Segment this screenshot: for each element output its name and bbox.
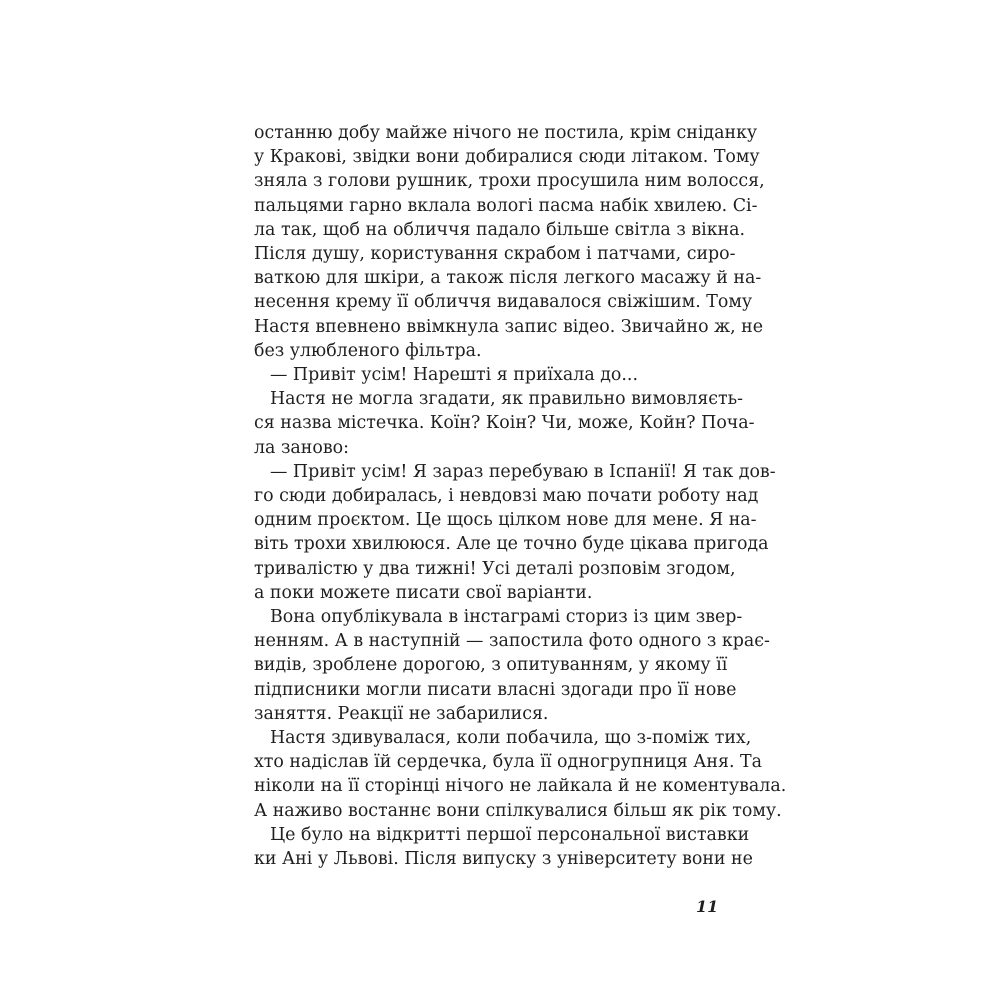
text-line: підписники могли писати власні здогади про її нове — [254, 679, 737, 700]
text-line: Настя впевнено ввімкнула запис відео. Звичайно ж, не — [254, 316, 764, 337]
text-line: а поки можете писати свої варіанти. — [254, 582, 593, 603]
text-line: несення крему її обличчя видавалося свіжішим. Тому — [254, 292, 753, 313]
text-line: ніколи на її сторінці нічого не лайкала й не коментувала. — [254, 776, 787, 797]
text-line: ки Ані у Львові. Після випуску з університету вони не — [254, 849, 753, 869]
text-line: ненням. А в наступній — запостила фото одного з крає- — [254, 631, 770, 652]
text-line: Після душу, користування скрабом і патчами, сиро- — [254, 244, 736, 264]
text-line: ваткою для шкіри, а також після легкого масажу й на- — [254, 268, 762, 289]
text-line: без улюбленого фільтра. — [254, 340, 482, 361]
text-line: го сюди добиралась, і невдовзі маю почати роботу над — [254, 486, 759, 506]
text-line: Це було на відкритті першої персональної виставки — [270, 824, 750, 845]
text-line: зняла з голови рушник, трохи просушила ним волосся, — [254, 171, 765, 192]
text-line: А наживо востаннє вони спілкувалися більш як рік тому. — [254, 800, 782, 821]
text-line: Настя не могла згадати, як правильно вимовляєть- — [270, 389, 744, 410]
text-line: у Кракові, звідки вони добиралися сюди літаком. Тому — [254, 147, 760, 168]
text-line: тривалістю у два тижні! Усі деталі розповім згодом, — [254, 558, 736, 579]
text-line: ла заново: — [254, 437, 349, 458]
text-line: Настя здивувалася, коли побачила, що з-поміж тих, — [270, 728, 752, 748]
text-line: хто надіслав їй сердечка, була її одногрупниця Аня. Та — [254, 752, 762, 773]
text-line: одним проєктом. Це щось цілком нове для мене. Я на- — [254, 510, 757, 531]
text-line: заняття. Реакції не забарилися. — [254, 703, 549, 724]
text-line: Вона опублікувала в інстаграмі сториз із цим звер- — [270, 607, 743, 627]
page-number: 11 — [696, 897, 719, 916]
text-line: пальцями гарно вклала вологі пасма набік хвилею. Сі- — [254, 195, 758, 216]
text-line: останню добу майже нічого не постила, крім сніданку — [254, 123, 758, 143]
text-line: віть трохи хвилююся. Але це точно буде цікава пригода — [254, 534, 769, 555]
text-line: ся назва містечка. Коїн? Коін? Чи, може, Койн? Поча- — [254, 413, 755, 434]
text-line: ла так, щоб на обличчя падало більше світла з вікна. — [254, 219, 746, 240]
text-line: видів, зроблене дорогою, з опитуванням, у якому її — [254, 655, 728, 676]
dialogue-line: — Привіт усім! Я зараз перебуваю в Іспанії! Я так дов- — [270, 461, 776, 482]
dialogue-line: — Привіт усім! Нарешті я приїхала до... — [270, 365, 638, 385]
